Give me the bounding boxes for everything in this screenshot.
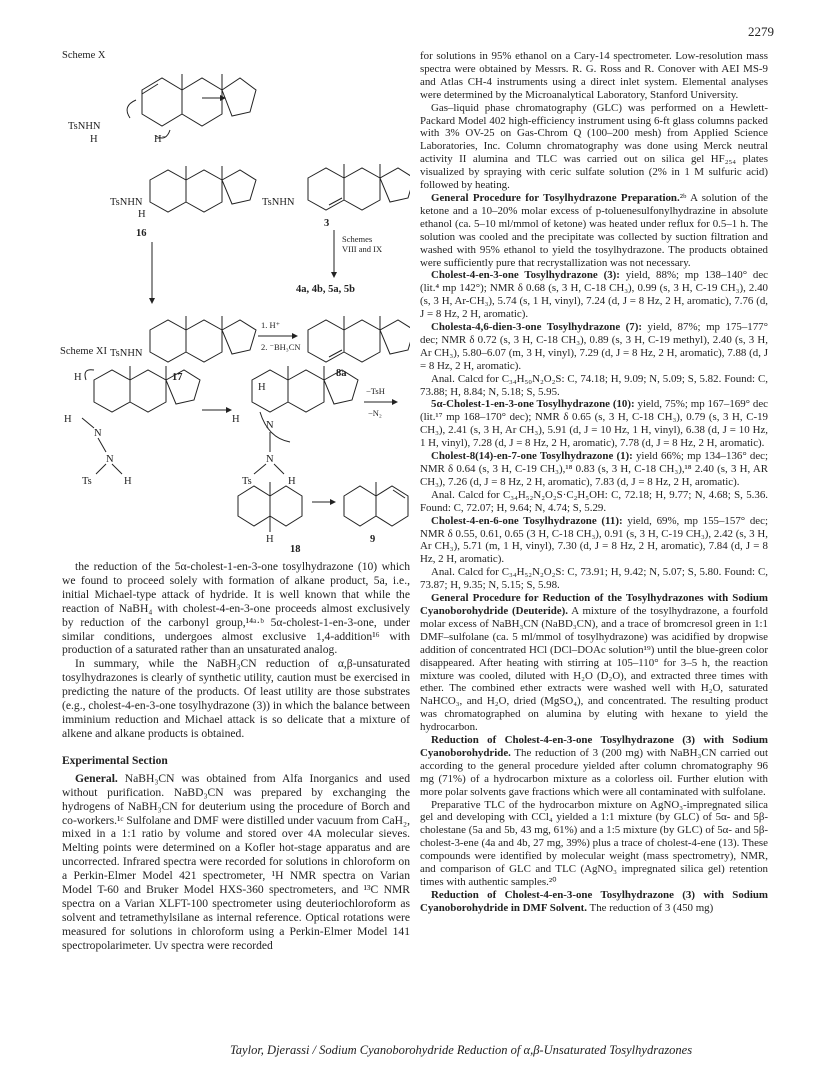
compound-17-label: 17	[172, 372, 183, 383]
right-paragraph: 5α-Cholest-1-en-3-one Tosylhydrazone (10): yield, 75%; mp 167–169° dec (lit.¹⁷ mp 168–170° dec); NMR δ 0.65 (s, 3 H, C-18 CH₃), 0.79 (s, 3 H, C-19 CH₃), 2.41 (s, 3 H, Ar CH₃), 5.91 (d, J = 10 Hz, 1 H, vinyl), 6.38 (d, J = 10 Hz, 1 H, vinyl), 7.28 (d, J = 8 Hz, 2 H, aromatic), 7.78 (d, J = 8 Hz, 2 H, aromatic).	[420, 398, 768, 450]
right-paragraph: General Procedure for Tosylhydrazone Preparation.²ᵇ A solution of the ketone and a 10–20% molar excess of p-toluenesulfonylhydrazine in absolute ethanol (ca. 5–10 ml/mmol of ketone) was heated under reflux for 0.5–1 h. The solution was cooled and the precipitate was collected by suction filtration and washed with 95% ethanol to yield the tosylhydrazone. The products obtained were sufficiently pure that recrystallization was not necessary.	[420, 191, 768, 269]
page-number: 2279	[748, 24, 774, 39]
tsnhn-label-17: TsNHN	[110, 348, 143, 359]
compound-9-label: 9	[370, 534, 376, 545]
compound-3-label: 3	[324, 218, 330, 229]
right-paragraph: General Procedure for Reduction of the Tosylhydrazones with Sodium Cyanoborohydride (Deuteride). A mixture of the tosylhydrazone, a fourfold molar excess of NaBH₃CN (NaBD₃CN), and a trace of bromcresol green in 1:1 DMF–sulfolane (ca. 5 ml/mmol of tosylhydrazone) was acidified by dropwise addition of concentrated HCl (DCl–DOAc solution¹⁹) until the blue-green color disappeared. After heating with stirring at 105–110° for 3–5 h, the reaction mixture was cooled, diluted with H₂O (D₂O), and extracted three times with ether. The combined ether extracts were washed well with H₂O, saturated NaHCO₃, and H₂O, dried (MgSO₄), and concentrated. The resulting product was chromatographed on alumina by eluting with hexane to yield the hydrocarbon.	[420, 592, 768, 734]
steroid-skeleton-18	[238, 482, 302, 532]
tsnhn-label-3: TsNHN	[262, 197, 295, 208]
steroid-skeleton-top	[127, 74, 256, 138]
right-paragraph: Anal. Calcd for C₃₄H₅₀N₂O₂S: C, 74.18; H, 9.09; N, 5.09; S, 5.82. Found: C, 73.88; H, 8.84; N, 5.18; S, 5.95.	[420, 372, 768, 398]
n-label-xi-2: N	[106, 454, 114, 465]
minus-tsh: −TsH	[366, 386, 385, 396]
h-label-xi-6: H	[288, 476, 296, 487]
running-footer: Taylor, Djerassi / Sodium Cyanoborohydride Reduction of α,β-Unsaturated Tosylhydrazones	[230, 1043, 693, 1057]
tsnhn-label-1: TsNHN	[68, 121, 101, 132]
right-paragraph: Anal. Calcd for C₃₄H₅₂N₂O₂S: C, 73.91; H, 9.42; N, 5.07; S, 5.80. Found: C, 73.87; H, 9.35; N, 5.15; S, 5.98.	[420, 566, 768, 592]
right-paragraph: Reduction of Cholest-4-en-3-one Tosylhydrazone (3) with Sodium Cyanoborohydride. The reduction of 3 (200 mg) with NaBH₃CN carried out according to the general procedure yielded after column chromatography 96 mg (71%) of a hydrocarbon mixture as a colorless oil. Further elution with more polar solvents gave fractions which were all contaminated with sulfolane.	[420, 734, 768, 798]
products-label: 4a, 4b, 5a, 5b	[296, 284, 355, 295]
h-label-xi-3: H	[124, 476, 132, 487]
schemes-ref-2: VIII and IX	[342, 244, 383, 254]
n-label-xi-3: N	[266, 420, 274, 431]
right-paragraph: Anal. Calcd for C₃₄H₅₂N₂O₂S·C₂H₅OH: C, 72.18; H, 9.77; N, 4.68; S, 5.36. Found: C, 72.07; H, 9.64; N, 4.74; S, 5.29.	[420, 488, 768, 514]
reaction-schemes	[62, 50, 410, 552]
steroid-skeleton-3	[308, 164, 410, 210]
compound-18-label: 18	[290, 544, 301, 552]
left-body-text	[62, 560, 410, 953]
right-paragraph: Cholesta-4,6-dien-3-one Tosylhydrazone (7): yield, 87%; mp 175–177° dec; NMR δ 0.72 (s, 3 H, C-18 CH₃), 0.89 (s, 3 H, C-19 methyl), 2.40 (s, 3 H, Ar CH₃), 5.80–6.07 (m, 3 H, vinyl), 7.29 (d, J = 8 Hz, 2 H, aromatic), 7.88 (d, J = 8 Hz, 2 H, aromatic).	[420, 321, 768, 372]
steroid-skeleton-17	[150, 316, 256, 362]
right-column	[420, 50, 768, 915]
general-leadin: General.	[75, 771, 118, 785]
scheme-x-label: Scheme X	[62, 50, 106, 61]
minus-n2: −N₂	[368, 408, 382, 418]
left-paragraph-1: the reduction of the 5α-cholest-1-en-3-one tosylhydrazone (10) which we found to proceed solely with formation of alkane product, 5a, i.e., initial Michael-type attack of hydride. It is well known that while the reaction of NaBH₄ with cholest-4-en-3-one proceeds almost exclusively by reduction of the carbonyl group,¹⁴ᵃ·ᵇ 5α-cholest-1-en-3-one, under similar conditions, undergoes almost exclusive 1,4-addition¹⁶ with production of a saturated rather than an unsaturated analog.	[62, 560, 410, 657]
reagent-1: 1. H⁺	[261, 320, 281, 330]
right-paragraph: Cholest-4-en-3-one Tosylhydrazone (3): yield, 88%; mp 138–140° dec (lit.⁴ mp 142°); NMR δ 0.68 (s, 3 H, C-18 CH₃), 0.99 (s, 3 H, C-19 CH₃), 2.40 (s, 3 H, Ar-CH₃), 5.74 (s, 1 H, vinyl), 7.24 (d, J = 8 Hz, 2 H, aromatic), 7.76 (d, J = 8 Hz, 2 H, aromatic).	[420, 269, 769, 321]
steroid-skeleton-8a	[308, 316, 410, 362]
left-paragraph-2: In summary, while the NaBH₃CN reduction of α,β-unsaturated tosylhydrazones is clearly of synthetic utility, caution must be exercised in predicting the nature of the products. Of least utility are those substrates (e.g., cholest-4-en-3-one tosylhydrazone (3)) in which the balance between imminium reduction and Michael attack is so delicate that a mixture of alkene and alkane products is obtained.	[62, 657, 410, 740]
right-paragraph: Gas–liquid phase chromatography (GLC) was performed on a Hewlett-Packard Model 402 high-efficiency instrument using 6-ft glass columns packed with 3% OV-25 on Gas-Chrom Q (100–200 mesh) from Applied Science Laboratories, Inc. Column chromatography was done using Merck neutral activity II alumina and TLC was carried out on silica gel HF₂₅₄ plates visualized by spraying with ceric sulfate solution (2% in 1 M sulfuric acid) followed by heating.	[420, 101, 768, 192]
right-paragraph: Preparative TLC of the hydrocarbon mixture on AgNO₃-impregnated silica gel and developing with CCl₄ yielded a 1:1 mixture (by GLC) of 5α- and 5β-cholestane (5a and 5b, 43 mg, 61%) and a 1:5 mixture (by GLC) of 5α- and 5β-cholest-3-ene (4a and 4b, 27 mg, 39%) plus a trace of cholest-4-ene (13). These compounds were identified by molecular weight (mass spectrometry), NMR, and comparison of GLC and TLC (AgNO₃ impregnated silica gel) retention times with authentic samples.²⁰	[420, 798, 768, 888]
h-label-xi-4: H	[258, 382, 266, 393]
tsnhn-label-16: TsNHN	[110, 197, 143, 208]
right-paragraph: Cholest-8(14)-en-7-one Tosylhydrazone (1): yield 66%; mp 134–136° dec; NMR δ 0.64 (s, 3 H, C-19 CH₃),¹⁸ 0.83 (s, 3 H, C-18 CH₃),¹⁸ 2.40 (s, 3 H, AR CH₃), 7.26 (d, J = 8 Hz, 2 H, aromatic), 7.83 (d, J = 8 Hz, 2 H, aromatic).	[420, 450, 769, 488]
reagent-2: 2. ⁻BH₃CN	[261, 342, 301, 352]
steroid-skeleton-16	[150, 166, 256, 212]
steroid-skeleton-9	[344, 482, 408, 526]
ts-label-xi-1: Ts	[82, 476, 92, 487]
schemes-ref-1: Schemes	[342, 234, 373, 244]
right-paragraph: for solutions in 95% ethanol on a Cary-14 spectrometer. Low-resolution mass spectra were obtained by Messrs. R. G. Ross and R. Conover with AEI MS-9 and Atlas CH-4 instruments using a direct inlet system. Elemental analyses were determined by the Microanalytical Laboratory, Stanford University.	[420, 50, 768, 101]
h-label-1: H	[90, 134, 98, 145]
compound-16-label: 16	[136, 228, 147, 239]
n-label-xi-4: N	[266, 454, 274, 465]
h-label-xi-2: H	[64, 414, 72, 425]
right-paragraph: Reduction of Cholest-4-en-3-one Tosylhydrazone (3) with Sodium Cyanoborohydride in DMF Solvent. The reduction of 3 (450 mg)	[420, 888, 768, 914]
general-text: NaBH₃CN was obtained from Alfa Inorganics and used without purification. NaBD₃CN was prepared by exchanging the hydrogens of NaBH₃CN for deuterium using the procedure of Borch and co-workers.¹ᶜ Sulfolane and DMF were distilled under vacuum from CaH₂, mixed in a 1:1 ratio by volume and stored over 4A molecular sieves. Melting points were determined on a Kofler hot-stage apparatus and are uncorrected. Infrared spectra were recorded for solutions in chloroform on a Perkin-Elmer Model 421 spectrometer, ¹H NMR spectra on Varian Model T-60 and Bruker Model HXS-360 spectrometers, and ¹³C NMR spectra on a Varian XLFT-100 spectrometer using deuteriochloroform as solvent and tetramethylsilane as internal reference. Optical rotations were measured for solutions in chloroform using a Perkin-Elmer Model 141 spectropolarimeter. Uv spectra were recorded	[62, 771, 410, 952]
n-label-xi-1: N	[94, 428, 102, 439]
ts-label-xi-2: Ts	[242, 476, 252, 487]
scheme-drawing	[62, 50, 410, 552]
h-label-18: H	[266, 534, 274, 545]
steroid-skeleton-xi-left	[85, 366, 200, 412]
experimental-heading: Experimental Section	[62, 754, 168, 767]
h-minus-label: H⁻	[154, 134, 168, 145]
h-label-xi-1: H	[74, 372, 82, 383]
right-paragraph: Cholest-4-en-6-one Tosylhydrazone (11): yield, 69%, mp 155–157° dec; NMR δ 0.55, 0.61, 0.65 (3 H, C-18 CH₃), 0.91 (s, 3 H, C-19 CH₃), 2.42 (s, 3 H, Ar CH₃), 5.71 (m, 1 H, vinyl), 7.30 (d, J = 8 Hz, 2 H, aromatic), 7.84 (d, J = 8 Hz, 2 H, aromatic).	[420, 514, 768, 566]
general-paragraph	[62, 772, 410, 953]
compound-8a-label: 8a	[336, 368, 347, 379]
h-label-xi-5: H	[232, 414, 240, 425]
left-column	[62, 50, 410, 953]
scheme-xi-label: Scheme XI	[60, 346, 107, 357]
h-label-16: H	[138, 209, 146, 220]
